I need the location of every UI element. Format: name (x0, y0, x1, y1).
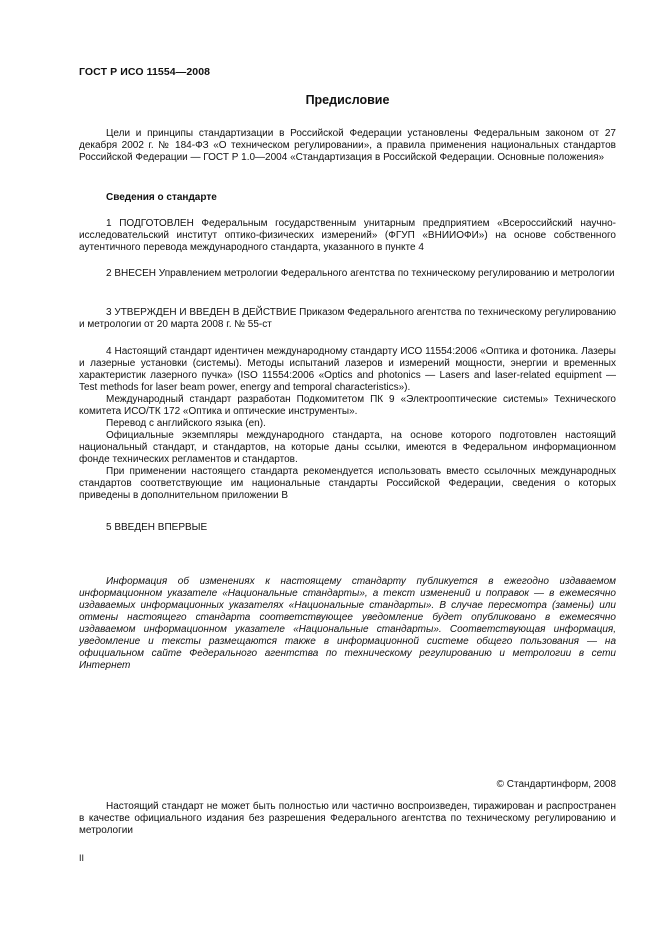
item-4 (79, 346, 616, 502)
item-3 (79, 307, 616, 331)
item-3-text: 3 УТВЕРЖДЕН И ВВЕДЕН В ДЕЙСТВИЕ Приказом Федерального агентства по техническому регулированию и метрологии от 20 марта 2008 г. № 55-ст (79, 307, 616, 330)
notice-text: Информация об изменениях к настоящему стандарту публикуется в ежегодно издаваемом информационном указателе «Национальные стандарты», а текст изменений и поправок — в ежемесячно издаваемых информационных указателях «Национальные стандарты». В случае пересмотра (замены) или отмены настоящего стандарта соответствующее уведомление будет опубликовано в ежемесячно издаваемом информационном указателе «Национальные стандарты». Соответствующая информация, уведомление и тексты размещаются также в информационной системе общего пользования — на официальном сайте Федерального агентства по техническому регулированию и метрологии в сети Интернет (79, 576, 616, 671)
document-header: ГОСТ Р ИСО 11554—2008 (79, 66, 211, 78)
item-4-para-5: При применении настоящего стандарта рекомендуется использовать вместо ссылочных международных стандартов соответствующие им национальные стандарты Российской Федерации, сведения о которых приведены в дополнительном приложении В (79, 466, 616, 501)
reproduction-text: Настоящий стандарт не может быть полностью или частично воспроизведен, тиражирован и распространен в качестве официального издания без разрешения Федерального агентства по техническому регулированию и метрологии (79, 801, 616, 836)
item-5-text: 5 ВВЕДЕН ВПЕРВЫЕ (106, 522, 208, 533)
item-1 (79, 218, 616, 254)
item-4-para-1: 4 Настоящий стандарт идентичен международному стандарту ИСО 11554:2006 «Оптика и фотоника. Лазеры и лазерные установки (системы). Методы испытаний лазеров и измерений мощности, энергии и временных характеристик лазерного пучка» (ISO 11554:2006 «Optics and photonics — Lasers and laser-related equipment — Test methods for laser beam power, energy and temporal characteristics»). (79, 346, 616, 393)
reproduction-notice (79, 801, 616, 837)
notice-block (79, 576, 616, 672)
item-1-text: 1 ПОДГОТОВЛЕН Федеральным государственным унитарным предприятием «Всероссийский научно-исследовательский институт оптико-физических измерений» (ФГУП «ВНИИОФИ») на основе собственного аутентичного перевода международного стандарта, указанного в пункте 4 (79, 218, 616, 253)
item-4-para-4: Официальные экземпляры международного стандарта, на основе которого подготовлен настоящий национальный стандарт, и стандартов, на которые даны ссылки, имеются в Федеральном информационном фонде технических регламентов и стандартов. (79, 430, 616, 465)
item-2 (79, 268, 616, 280)
intro-text: Цели и принципы стандартизации в Российской Федерации установлены Федеральным законом от 27 декабря 2002 г. № 184-ФЗ «О техническом регулировании», а правила применения национальных стандартов Российской Федерации — ГОСТ Р 1.0—2004 «Стандартизация в Российской Федерации. Основные положения» (79, 128, 616, 163)
intro-paragraph (79, 128, 616, 164)
section-subhead: Сведения о стандарте (106, 192, 217, 203)
item-2-text: 2 ВНЕСЕН Управлением метрологии Федерального агентства по техническому регулированию и метрологии (106, 268, 615, 279)
page-title: Предисловие (305, 93, 390, 107)
item-4-para-3: Перевод с английского языка (en). (106, 418, 266, 429)
page-number: II (79, 853, 85, 863)
item-4-para-2: Международный стандарт разработан Подкомитетом ПК 9 «Электрооптические системы» Технического комитета ИСО/ТК 172 «Оптика и оптические инструменты». (79, 394, 616, 417)
item-5 (79, 522, 616, 534)
copyright-line: © Стандартинформ, 2008 (496, 779, 616, 790)
